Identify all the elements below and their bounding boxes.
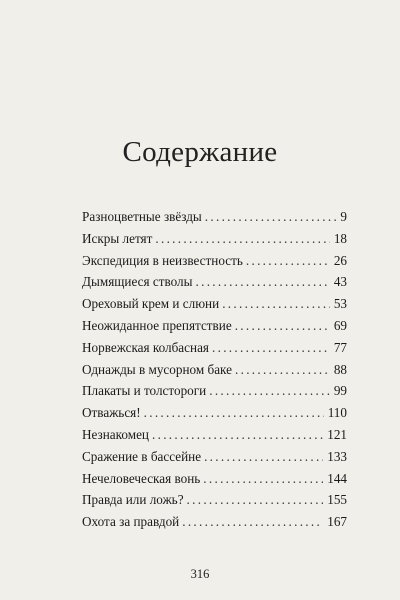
toc-entry bbox=[82, 446, 347, 468]
toc-entry-title: Правда или ложь? bbox=[82, 492, 184, 508]
toc-entry bbox=[82, 228, 347, 250]
dot-leader bbox=[144, 402, 324, 424]
toc-entry-title: Экспедиция в неизвестность bbox=[82, 252, 243, 268]
toc-entry-page: 26 bbox=[333, 252, 347, 268]
toc-entry-title: Неожиданное препятствие bbox=[82, 317, 232, 333]
dot-leader bbox=[222, 293, 330, 315]
dot-leader bbox=[203, 468, 323, 490]
toc-entry bbox=[82, 337, 347, 359]
toc-entry-page: 121 bbox=[327, 426, 347, 442]
toc-entry-title: Искры летят bbox=[82, 230, 153, 246]
toc-entry bbox=[82, 206, 347, 228]
toc-entry-title: Сражение в бассейне bbox=[82, 448, 202, 464]
dot-leader bbox=[155, 228, 329, 250]
toc-entry-page: 9 bbox=[340, 209, 347, 224]
toc-entry-page: 110 bbox=[327, 405, 347, 421]
toc-entry bbox=[82, 402, 347, 424]
toc-entry-page: 53 bbox=[333, 296, 347, 312]
toc-entry-page: 99 bbox=[333, 383, 347, 399]
toc-entry-title: Разноцветные звёзды bbox=[82, 209, 202, 224]
toc-entry-page: 88 bbox=[333, 361, 347, 377]
toc-entry-title: Однажды в мусорном баке bbox=[82, 361, 232, 377]
toc-entry-title: Норвежская колбасная bbox=[82, 339, 209, 355]
table-of-contents bbox=[82, 206, 347, 533]
dot-leader bbox=[246, 250, 330, 272]
toc-entry-page: 167 bbox=[327, 514, 347, 530]
toc-entry-title: Нечеловеческая вонь bbox=[82, 470, 201, 486]
toc-entry-title: Плакаты и толстороги bbox=[82, 383, 207, 399]
dot-leader bbox=[196, 271, 330, 293]
page-number: 316 bbox=[190, 567, 210, 581]
toc-entry-page: 133 bbox=[327, 448, 347, 464]
toc-entry bbox=[82, 315, 347, 337]
toc-entry bbox=[82, 359, 347, 381]
dot-leader bbox=[235, 315, 330, 337]
toc-entry-title: Дымящиеся стволы bbox=[82, 274, 193, 290]
dot-leader bbox=[209, 380, 330, 402]
dot-leader bbox=[152, 424, 323, 446]
dot-leader bbox=[204, 446, 323, 468]
toc-entry-page: 43 bbox=[333, 274, 347, 290]
toc-entry bbox=[82, 293, 347, 315]
toc-entry-page: 69 bbox=[333, 317, 347, 333]
toc-entry-page: 155 bbox=[327, 492, 347, 508]
dot-leader bbox=[187, 489, 324, 511]
toc-entry bbox=[82, 424, 347, 446]
toc-entry bbox=[82, 489, 347, 511]
page-title: Содержание bbox=[122, 136, 278, 169]
toc-entry-title: Ореховый крем и слюни bbox=[82, 296, 220, 312]
toc-entry-title: Незнакомец bbox=[82, 426, 149, 442]
toc-entry-title: Охота за правдой bbox=[82, 514, 180, 530]
dot-leader bbox=[212, 337, 330, 359]
toc-entry bbox=[82, 250, 347, 272]
dot-leader bbox=[205, 206, 337, 228]
toc-entry-page: 18 bbox=[333, 230, 347, 246]
toc-entry bbox=[82, 511, 347, 533]
toc-entry bbox=[82, 380, 347, 402]
dot-leader bbox=[182, 511, 323, 533]
toc-entry bbox=[82, 468, 347, 490]
toc-entry-page: 77 bbox=[333, 339, 347, 355]
toc-entry-page: 144 bbox=[327, 470, 347, 486]
toc-entry bbox=[82, 271, 347, 293]
dot-leader bbox=[235, 359, 330, 381]
toc-entry-title: Отважься! bbox=[82, 405, 141, 421]
